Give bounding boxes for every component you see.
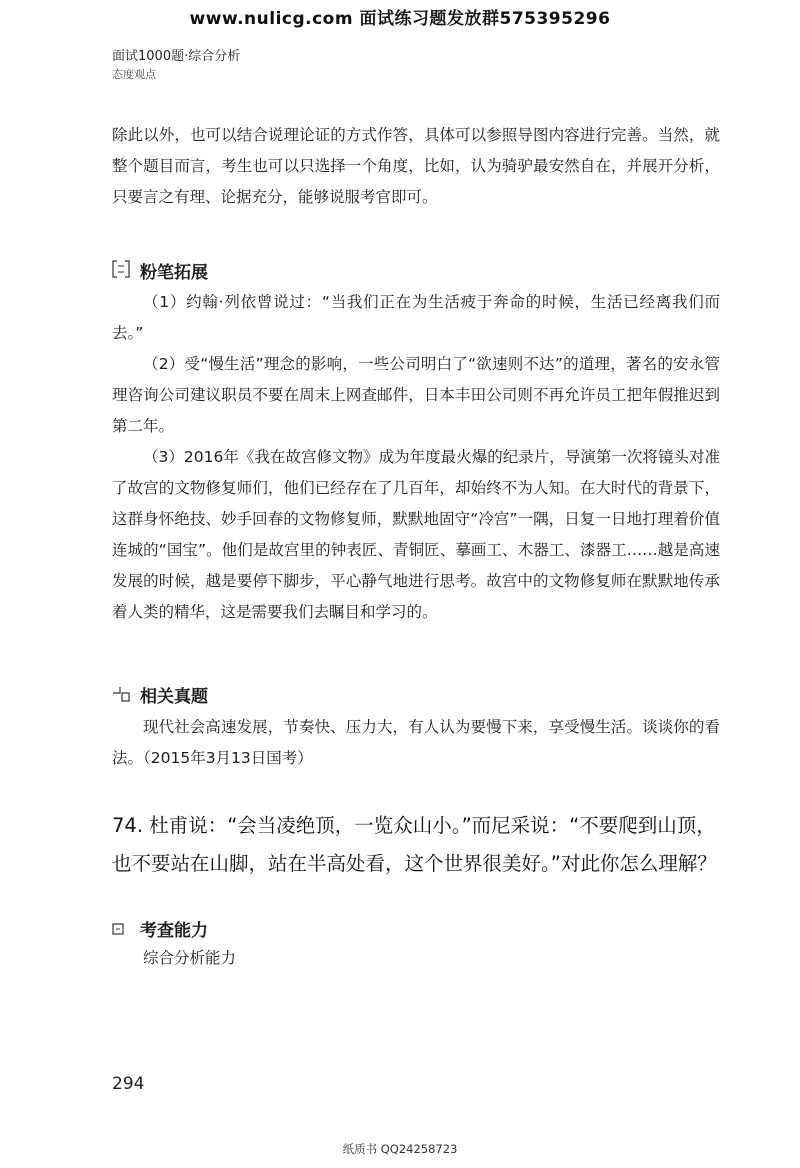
related-title: 相关真题	[140, 687, 208, 707]
related-question-text: 现代社会高速发展，节奏快、压力大，有人认为要慢下来，享受慢生活。谈谈你的看法。（2015年3月13日国考）	[112, 718, 720, 767]
ability-value: 综合分析能力	[143, 949, 237, 967]
corner-bracket-icon	[112, 684, 130, 702]
question-74: 74. 杜甫说：“会当凌绝顶，一览众山小。”而尼采说：“不要爬到山顶，也不要站在山脚，站在半高处看，这个世界很美好。”对此你怎么理解？	[112, 814, 717, 875]
box-icon	[112, 920, 124, 932]
intro-paragraph: 除此以外，也可以结合说理论证的方式作答，具体可以参照导图内容进行完善。当然，就整个题目而言，考生也可以只选择一个角度，比如，认为骑驴最安然自在，并展开分析，只要言之有理、论据充分，能够说服考官即可。	[112, 126, 720, 206]
bracket-icon	[112, 260, 130, 278]
extension-title: 粉笔拓展	[140, 263, 208, 283]
top-banner: www.nulicg.com 面试练习题发放群575395296	[189, 9, 611, 29]
running-head-subtitle: 态度观点	[112, 68, 156, 81]
extension-item-1: （1）约翰·列依曾说过：“当我们正在为生活疲于奔命的时候，生活已经离我们而去。”	[112, 293, 720, 342]
extension-item-3: （3）2016年《我在故宫修文物》成为年度最火爆的纪录片，导演第一次将镜头对准了故宫的文物修复师们，他们已经存在了几百年，却始终不为人知。在大时代的背景下，这群身怀绝技、妙手回春的文物修复师，默默地固守“冷宫”一隅，日复一日地打理着价值连城的“国宝”。他们是故宫里的钟表匠、青铜匠、摹画工、木器工、漆器工……越是高速发展的时候，越是要停下脚步，平心静气地进行思考。故宫中的文物修复师在默默地传承着人类的精华，这是需要我们去瞩目和学习的。	[112, 448, 720, 621]
ability-header	[112, 916, 732, 940]
extension-item-2: （2）受“慢生活”理念的影响，一些公司明白了“欲速则不达”的道理，著名的安永管理咨询公司建议职员不要在周末上网查邮件，日本丰田公司则不再允许员工把年假推迟到第二年。	[112, 355, 720, 435]
footer-text: 纸质书 QQ24258723	[342, 1142, 458, 1156]
extension-header	[112, 258, 732, 282]
related-header	[112, 682, 732, 706]
page-number: 294	[112, 1074, 145, 1094]
ability-title: 考查能力	[140, 921, 208, 941]
running-head-title: 面试1000题·综合分析	[112, 49, 241, 64]
